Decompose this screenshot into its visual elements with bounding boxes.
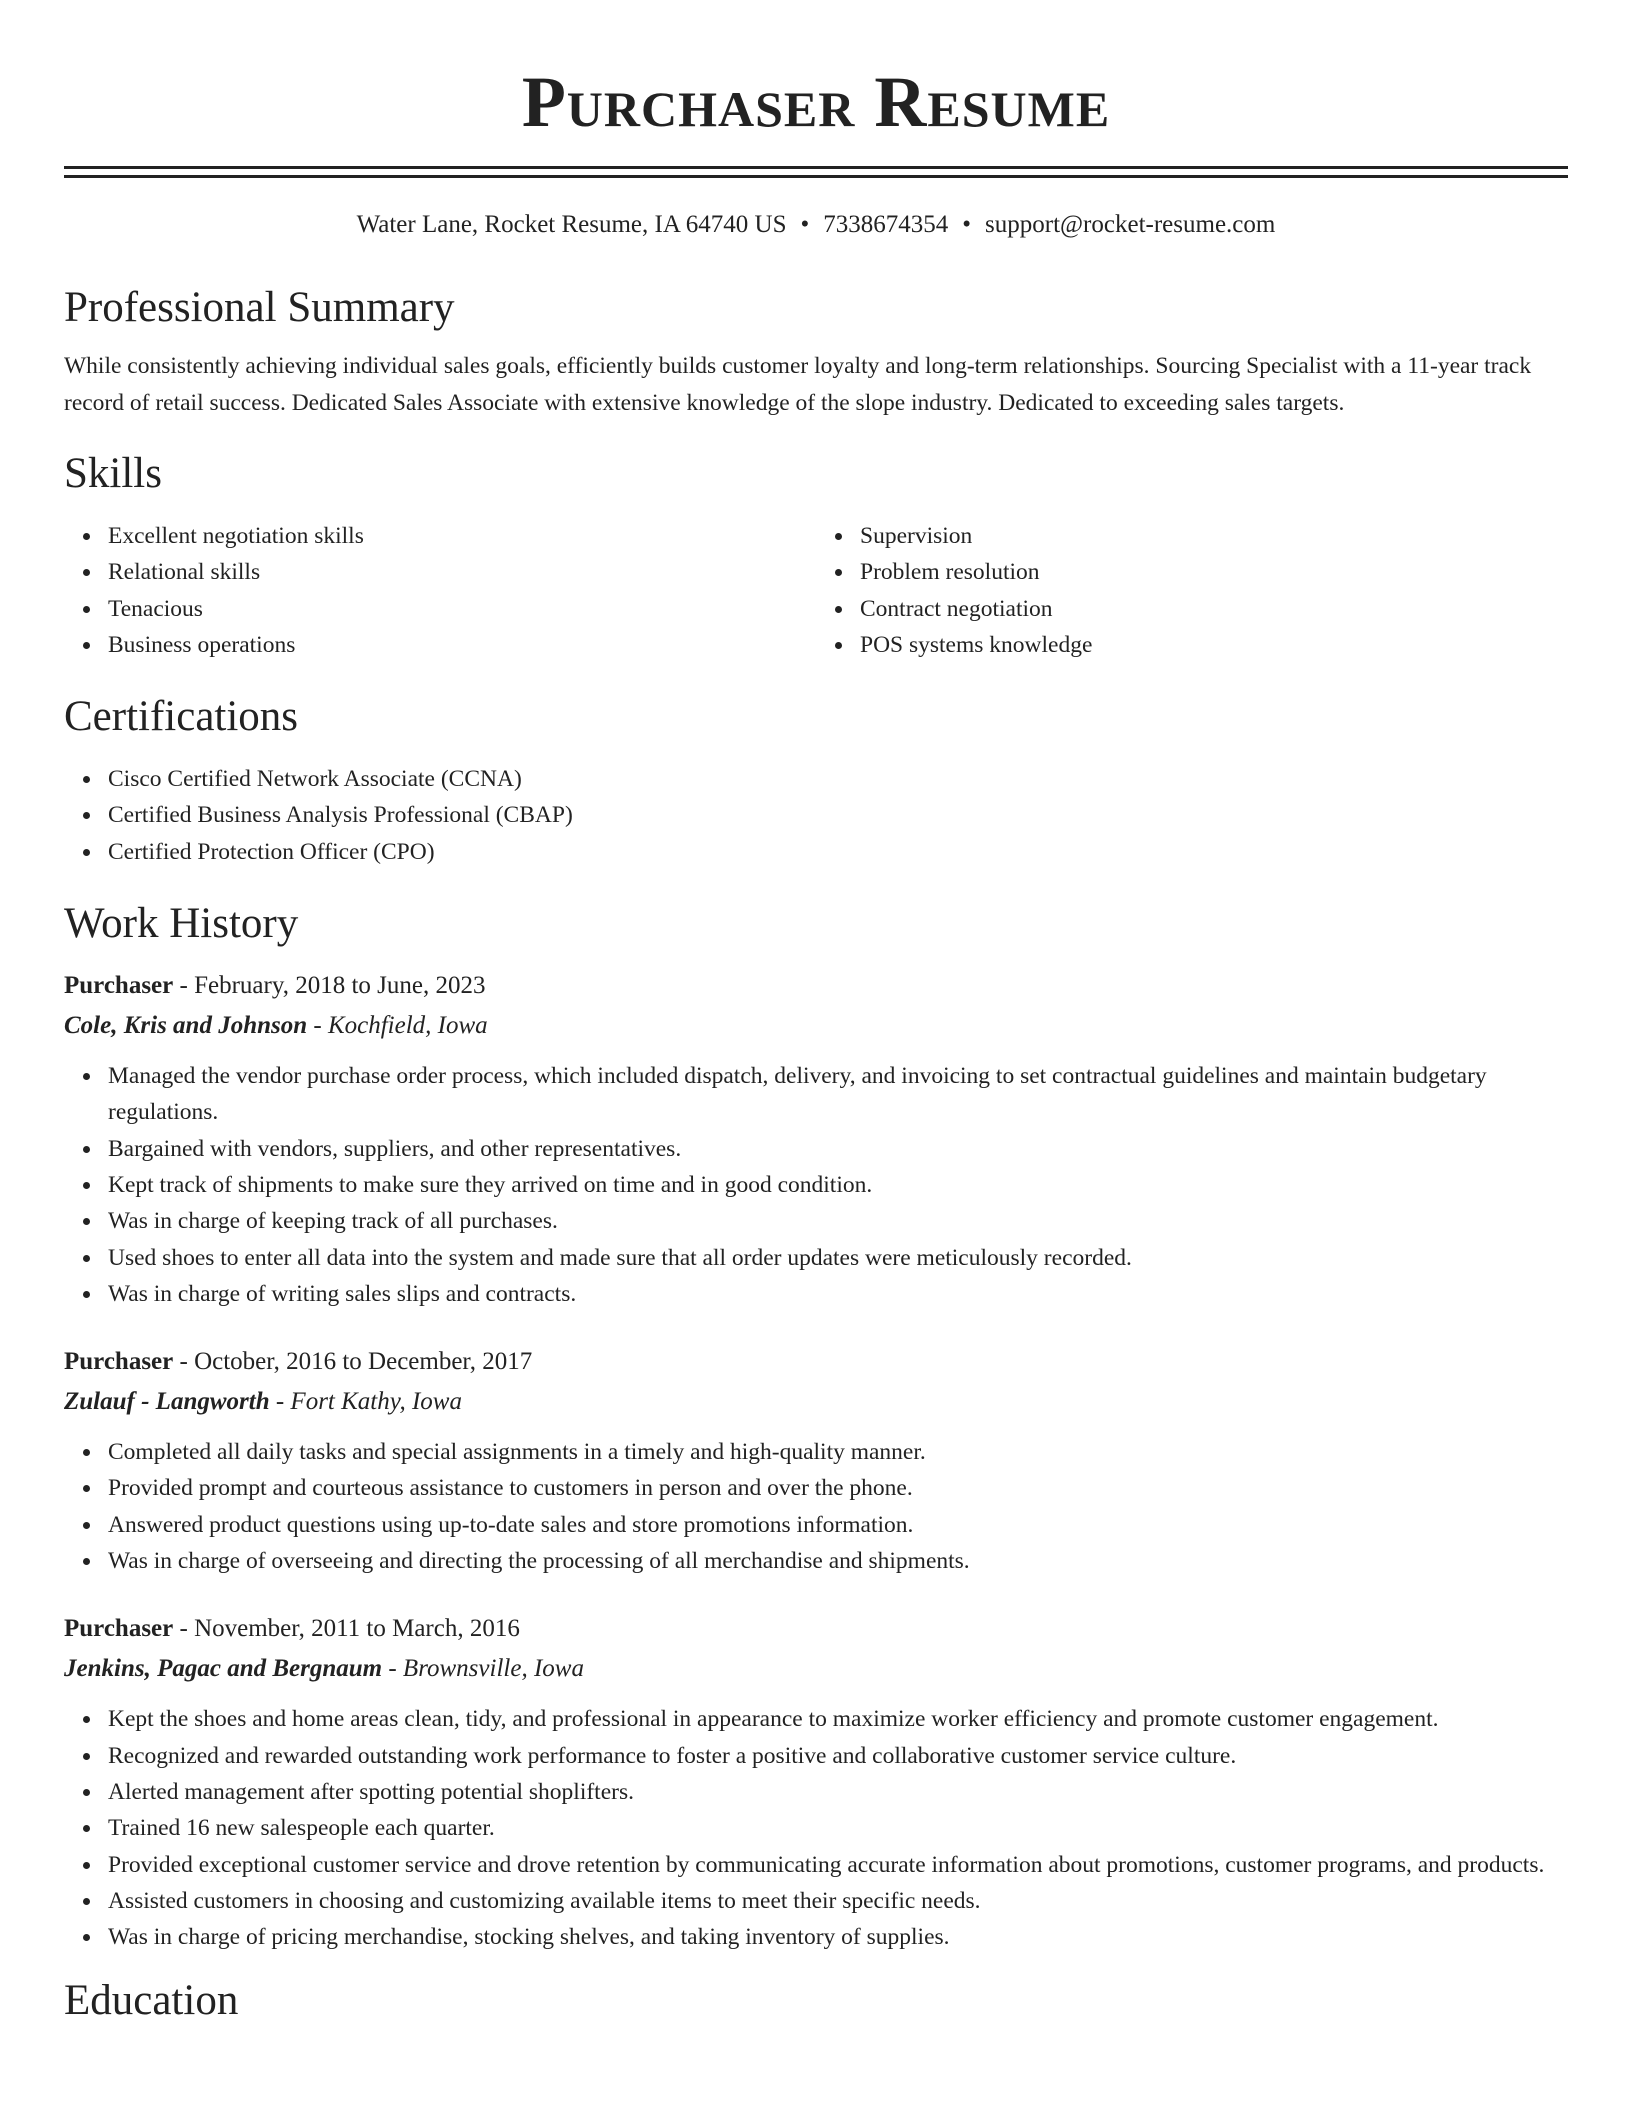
job-bullets <box>64 1434 1568 1579</box>
section-heading-education: Education <box>64 1977 239 2025</box>
job-bullet: Was in charge of keeping track of all purchases. <box>108 1203 1568 1239</box>
section-heading-work-history: Work History <box>64 900 299 948</box>
page-title: Purchaser Resume <box>521 62 1111 142</box>
job-bullet: Provided prompt and courteous assistance to customers in person and over the phone. <box>108 1470 1568 1506</box>
job-bullet: Was in charge of overseeing and directing the processing of all merchandise and shipments. <box>108 1543 1568 1579</box>
job-location: - Fort Kathy, Iowa <box>269 1388 462 1416</box>
job-bullet: Managed the vendor purchase order process, which included dispatch, delivery, and invoicing to set contractual guidelines and maintain budgetary regulations. <box>108 1058 1568 1131</box>
job-company-line <box>64 1382 1568 1422</box>
certifications-list <box>64 761 1568 870</box>
job-bullet: Bargained with vendors, suppliers, and other representatives. <box>108 1131 1568 1167</box>
job-bullet: Was in charge of pricing merchandise, stocking shelves, and taking inventory of supplies. <box>108 1919 1568 1955</box>
summary-text: While consistently achieving individual sales goals, efficiently builds customer loyalty and long-term relationships. Sourcing Specialist with a 11-year track record of retail success. Dedicated Sales Associate with extensive knowledge of the slope industry. Dedicated to exceeding sales targets. <box>64 353 1532 416</box>
title-double-rule <box>64 166 1568 178</box>
job-bullet: Answered product questions using up-to-date sales and store promotions information. <box>108 1507 1568 1543</box>
section-heading-skills: Skills <box>64 450 162 497</box>
job-bullet: Recognized and rewarded outstanding work performance to foster a positive and collaborative customer service culture. <box>108 1738 1568 1774</box>
job-bullet: Provided exceptional customer service and drove retention by communicating accurate information about promotions, customer programs, and products. <box>108 1847 1568 1883</box>
section-heading-summary: Professional Summary <box>64 284 455 331</box>
job-header <box>64 1342 1568 1382</box>
job-entry <box>64 966 1568 1312</box>
job-company-line <box>64 1006 1568 1046</box>
job-company: Cole, Kris and Johnson <box>64 1012 308 1040</box>
job-dates: - November, 2011 to March, 2016 <box>173 1615 520 1643</box>
job-entry <box>64 1342 1568 1579</box>
contact-line <box>64 208 1568 242</box>
education-section <box>64 1975 1568 2027</box>
job-bullets <box>64 1058 1568 1312</box>
skills-grid <box>64 518 1568 663</box>
skill-item: Problem resolution <box>860 554 1568 590</box>
skills-list-right <box>816 518 1568 663</box>
job-dates: - October, 2016 to December, 2017 <box>173 1348 533 1376</box>
job-title: Purchaser <box>64 972 174 1000</box>
job-location: - Kochfield, Iowa <box>307 1012 488 1040</box>
skill-item: Business operations <box>108 627 816 663</box>
skills-list-left <box>64 518 816 663</box>
job-bullet: Completed all daily tasks and special assignments in a timely and high-quality manner. <box>108 1434 1568 1470</box>
work-history-section <box>64 898 1568 1955</box>
skill-item: Excellent negotiation skills <box>108 518 816 554</box>
job-company-line <box>64 1649 1568 1689</box>
job-company: Jenkins, Pagac and Bergnaum <box>64 1655 383 1683</box>
certification-item: Cisco Certified Network Associate (CCNA) <box>108 761 1568 797</box>
contact-separator: • <box>800 211 810 238</box>
skill-item: Contract negotiation <box>860 591 1568 627</box>
certifications-section <box>64 691 1568 870</box>
job-location: - Brownsville, Iowa <box>382 1655 584 1683</box>
job-bullet: Used shoes to enter all data into the system and made sure that all order updates were meticulously recorded. <box>108 1240 1568 1276</box>
section-heading-certifications: Certifications <box>64 693 299 741</box>
job-bullet: Was in charge of writing sales slips and contracts. <box>108 1276 1568 1312</box>
skills-section <box>64 448 1568 663</box>
job-dates: - February, 2018 to June, 2023 <box>173 972 486 1000</box>
job-company: Zulauf - Langworth <box>64 1388 270 1416</box>
skill-item: Supervision <box>860 518 1568 554</box>
contact-email: support@rocket-resume.com <box>985 211 1276 238</box>
contact-separator: • <box>962 211 972 238</box>
skill-item: Relational skills <box>108 554 816 590</box>
job-bullets <box>64 1701 1568 1955</box>
job-bullet: Trained 16 new salespeople each quarter. <box>108 1810 1568 1846</box>
job-title: Purchaser <box>64 1615 174 1643</box>
job-header <box>64 966 1568 1006</box>
job-bullet: Assisted customers in choosing and customizing available items to meet their specific needs. <box>108 1883 1568 1919</box>
job-bullet: Kept the shoes and home areas clean, tidy, and professional in appearance to maximize worker efficiency and promote customer engagement. <box>108 1701 1568 1737</box>
job-bullet: Kept track of shipments to make sure they arrived on time and in good condition. <box>108 1167 1568 1203</box>
job-header <box>64 1609 1568 1649</box>
job-title: Purchaser <box>64 1348 174 1376</box>
summary-section <box>64 282 1568 422</box>
contact-phone: 7338674354 <box>823 211 949 238</box>
job-entry <box>64 1609 1568 1955</box>
resume-page <box>64 0 1568 2027</box>
contact-address: Water Lane, Rocket Resume, IA 64740 US <box>356 211 787 238</box>
skill-item: POS systems knowledge <box>860 627 1568 663</box>
certification-item: Certified Business Analysis Professional (CBAP) <box>108 797 1568 833</box>
certification-item: Certified Protection Officer (CPO) <box>108 834 1568 870</box>
skill-item: Tenacious <box>108 591 816 627</box>
job-bullet: Alerted management after spotting potential shoplifters. <box>108 1774 1568 1810</box>
